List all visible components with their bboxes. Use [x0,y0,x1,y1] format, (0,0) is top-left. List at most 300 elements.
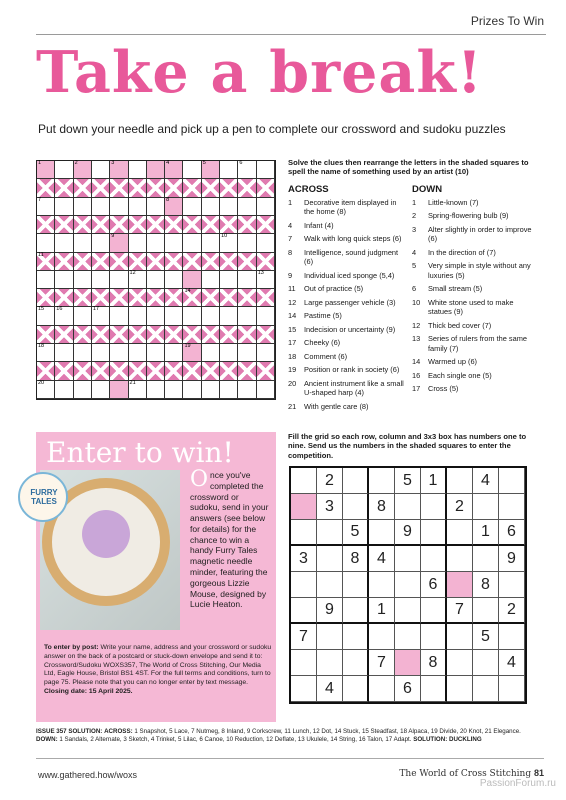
solution-across-label: ACROSS: [104,728,133,735]
sudoku-cell: 3 [291,546,317,572]
crossword-shaded-cell[interactable] [110,234,128,252]
clue-across-17 [288,338,408,347]
solution-down: 1 Sandals, 2 Alternate, 3 Sketch, 4 Trinket, 5 Lilac, 6 Canoe, 10 Reduction, 12 Deflate, 13 Ukulele, 14 String, 16 Talon, 17 Adapt. [59,736,412,744]
crossword-cell[interactable] [129,307,147,325]
clue-text: Large passenger vehicle (3) [304,297,396,307]
crossword-block [165,216,183,234]
sudoku-cell: 2 [317,468,343,494]
crossword-block [129,253,147,271]
sudoku-cell: 7 [447,598,473,624]
sudoku-cell: 8 [369,494,395,520]
clue-text: Position or rank in society (6) [304,365,400,375]
crossword-cell[interactable] [129,381,147,399]
crossword-cell-number: 2 [74,160,78,166]
crossword-block [37,253,55,271]
crossword-shaded-cell[interactable] [110,161,128,179]
crossword-block [238,362,256,380]
sudoku-cell: 1 [473,520,499,546]
sudoku-cell[interactable] [447,468,473,494]
clue-number: 5 [412,261,417,271]
crossword-cell[interactable] [257,344,275,362]
solution-answer-label: SOLUTION: [413,736,448,744]
crossword-block [165,362,183,380]
crossword-cell[interactable] [37,344,55,362]
crossword-cell[interactable] [257,271,275,289]
clue-number: 2 [412,211,417,221]
crossword-shaded-cell[interactable] [183,271,201,289]
clue-across-12 [288,298,408,307]
crossword-block [220,216,238,234]
sudoku-shaded-cell[interactable] [447,572,473,598]
clue-down-4 [412,248,538,257]
sudoku-cell[interactable] [473,494,499,520]
sudoku-cell[interactable] [343,624,369,650]
crossword-block [129,289,147,307]
page-title: Take a break! [36,39,483,106]
clue-across-1 [288,198,408,217]
sudoku-cell[interactable] [421,546,447,572]
crossword-shaded-cell[interactable] [202,161,220,179]
crossword-cell[interactable] [92,198,110,216]
crossword-cell[interactable] [147,381,165,399]
sudoku-cell[interactable] [447,624,473,650]
crossword-cell[interactable] [147,344,165,362]
section-label: Prizes To Win [470,14,544,28]
clue-text: Cross (5) [428,384,459,394]
crossword-cell[interactable] [55,381,73,399]
crossword-block [110,253,128,271]
crossword-block [55,362,73,380]
solution-down-label: DOWN: [36,736,58,744]
crossword-cell[interactable] [147,234,165,252]
sudoku-cell[interactable] [369,468,395,494]
crossword-block [110,179,128,197]
crossword-cell[interactable] [74,307,92,325]
crossword-cell[interactable] [238,161,256,179]
crossword-cell[interactable] [129,344,147,362]
crossword-cell[interactable] [202,307,220,325]
sudoku-cell[interactable] [317,520,343,546]
clue-down-16 [412,371,538,380]
crossword-cell[interactable] [183,161,201,179]
sudoku-shaded-cell[interactable] [291,494,317,520]
crossword-cell-number: 11 [38,251,44,258]
sudoku-cell[interactable] [447,520,473,546]
clue-across-11 [288,284,408,293]
clue-text: Individual iced sponge (5,4) [304,270,395,280]
crossword-cell[interactable] [220,381,238,399]
magazine-name: The World of Cross Stitching [399,769,532,779]
clue-text: In the direction of (7) [428,247,496,257]
crossword-cell[interactable] [92,161,110,179]
crossword-cell[interactable] [202,271,220,289]
crossword-block [257,362,275,380]
crossword-block [55,179,73,197]
solution-label: ISSUE 357 SOLUTION: [36,728,103,735]
crossword-cell-number: 16 [56,306,63,313]
crossword-cell[interactable] [55,234,73,252]
crossword-block [110,216,128,234]
crossword-cell[interactable] [220,344,238,362]
crossword-cell[interactable] [183,381,201,399]
crossword-cell[interactable] [165,307,183,325]
sudoku-cell[interactable] [317,650,343,676]
clue-number: 19 [288,365,297,375]
crossword-block [183,362,201,380]
crossword-grid[interactable] [36,160,276,400]
sudoku-cell[interactable] [291,468,317,494]
crossword-cell[interactable] [92,381,110,399]
crossword-block [37,179,55,197]
clue-text: Thick bed cover (7) [428,320,492,330]
crossword-block [74,253,92,271]
crossword-cell-number: 14 [184,288,191,295]
crossword-cell[interactable] [37,234,55,252]
clue-number: 1 [288,198,293,207]
crossword-cell[interactable] [37,271,55,289]
sudoku-cell[interactable] [499,624,525,650]
crossword-cell-number: 12 [129,269,136,276]
crossword-cell[interactable] [220,234,238,252]
clue-text: Alter slightly in order to improve (6) [428,224,532,244]
clue-across-8 [288,248,408,267]
crossword-cell[interactable] [129,234,147,252]
watermark: PassionForum.ru [479,778,556,789]
crossword-cell[interactable] [183,234,201,252]
clue-down-6 [412,284,538,293]
crossword-cell-number: 18 [38,343,45,350]
crossword-block [92,253,110,271]
crossword-cell[interactable] [202,234,220,252]
crossword-cell-number: 4 [166,160,170,166]
win-description [190,467,270,610]
crossword-cell[interactable] [74,234,92,252]
sudoku-cell: 9 [499,546,525,572]
crossword-cell[interactable] [220,307,238,325]
crossword-cell[interactable] [110,307,128,325]
crossword-block [238,326,256,344]
crossword-block [220,179,238,197]
clue-number: 1 [412,198,417,207]
crossword-cell-number: 6 [239,160,243,166]
clue-across-18 [288,352,408,361]
crossword-cell-number: 10 [221,233,228,240]
crossword-cell[interactable] [147,307,165,325]
sudoku-cell: 6 [421,572,447,598]
sudoku-instructions: Fill the grid so each row, column and 3x3 box has numbers one to nine. Send us the numbers in the shaded squares to enter the competition. [288,432,527,460]
sudoku-cell[interactable] [291,676,317,702]
crossword-cell[interactable] [238,307,256,325]
clue-number: 20 [288,378,297,388]
crossword-shaded-cell[interactable] [165,198,183,216]
crossword-block [74,216,92,234]
clue-text: Infant (4) [304,220,334,230]
sudoku-cell[interactable] [369,520,395,546]
crossword-cell[interactable] [220,271,238,289]
crossword-cell-number: 15 [38,306,45,313]
crossword-block [238,216,256,234]
sudoku-cell[interactable] [343,598,369,624]
sudoku-cell: 7 [369,650,395,676]
sudoku-cell[interactable] [473,650,499,676]
crossword-cell[interactable] [183,198,201,216]
sudoku-cell: 8 [473,572,499,598]
crossword-block [129,216,147,234]
crossword-cell[interactable] [165,234,183,252]
clue-number: 4 [288,220,293,230]
crossword-cell[interactable] [74,381,92,399]
clue-number: 10 [412,297,421,307]
crossword-shaded-cell[interactable] [37,161,55,179]
crossword-cell[interactable] [238,381,256,399]
crossword-cell[interactable] [110,198,128,216]
down-heading: DOWN [412,184,443,195]
footer-url[interactable]: www.gathered.how/woxs [38,770,138,780]
crossword-block [147,362,165,380]
crossword-cell[interactable] [37,307,55,325]
crossword-block [202,289,220,307]
crossword-cell[interactable] [183,307,201,325]
sudoku-cell[interactable] [343,494,369,520]
sudoku-cell[interactable] [421,494,447,520]
crossword-cell[interactable] [257,198,275,216]
crossword-block [147,253,165,271]
crossword-block [183,216,201,234]
sudoku-cell[interactable] [499,494,525,520]
clue-text: Small stream (5) [428,284,483,294]
crossword-block [37,362,55,380]
crossword-cell[interactable] [74,344,92,362]
sudoku-cell[interactable] [499,676,525,702]
dropcap: O [190,467,209,492]
sudoku-cell[interactable] [395,494,421,520]
sudoku-cell[interactable] [499,468,525,494]
crossword-cell[interactable] [129,161,147,179]
crossword-block [183,326,201,344]
crossword-shaded-cell[interactable] [183,344,201,362]
crossword-block [202,253,220,271]
sudoku-cell: 6 [395,676,421,702]
crossword-cell[interactable] [257,234,275,252]
crossword-block [238,179,256,197]
crossword-cell[interactable] [92,234,110,252]
crossword-cell[interactable] [220,198,238,216]
sudoku-cell: 8 [343,546,369,572]
sudoku-cell: 8 [421,650,447,676]
clue-text: Warmed up (6) [428,357,478,367]
crossword-cell[interactable] [202,198,220,216]
crossword-cell-number: 21 [129,379,136,386]
crossword-cell[interactable] [92,307,110,325]
sudoku-cell[interactable] [395,598,421,624]
clue-across-20 [288,379,408,398]
sudoku-cell[interactable] [343,468,369,494]
crossword-cell[interactable] [238,234,256,252]
crossword-cell[interactable] [238,198,256,216]
sudoku-cell[interactable] [369,624,395,650]
sudoku-cell[interactable] [369,572,395,598]
crossword-cell-number: 20 [38,379,45,386]
entry-instructions [44,644,272,697]
needle-minder-image [82,510,130,558]
clue-across-19 [288,365,408,374]
crossword-block [257,179,275,197]
sudoku-cell: 9 [317,598,343,624]
title-rule [36,34,546,35]
crossword-cell[interactable] [55,344,73,362]
crossword-cell[interactable] [257,307,275,325]
sudoku-cell: 9 [395,520,421,546]
entry-text: Write your name, address and your crossword or sudoku answer on the back of a postcard or stuck-down envelope and send it to: Crossword/Sudoku WOXS357, The World of Cross Stitching, Our Media Ltd, Eagle House, Bristol BS1 4ST. For the full terms and conditions, turn to page 75. Please note that you can no longer enter by text message. [44,644,272,687]
sudoku-cell: 5 [395,468,421,494]
crossword-cell[interactable] [165,381,183,399]
clue-text: Walk with long quick steps (6) [304,234,402,244]
sudoku-cell[interactable] [317,624,343,650]
crossword-block [74,179,92,197]
crossword-cell[interactable] [55,161,73,179]
crossword-cell[interactable] [220,161,238,179]
sudoku-grid[interactable] [289,466,527,704]
crossword-block [147,216,165,234]
clue-text: Series of rulers from the same family (7) [428,334,527,353]
footer-rule [36,758,544,759]
sudoku-cell[interactable] [343,572,369,598]
sudoku-cell[interactable] [291,572,317,598]
clue-text: Spring-flowering bulb (9) [428,211,509,221]
sudoku-cell[interactable] [473,598,499,624]
sudoku-cell: 1 [421,468,447,494]
crossword-cell[interactable] [74,271,92,289]
clue-text: Decorative item displayed in the home (8) [304,198,397,217]
crossword-cell[interactable] [55,271,73,289]
crossword-cell[interactable] [202,381,220,399]
crossword-shaded-cell[interactable] [147,161,165,179]
sudoku-cell: 2 [447,494,473,520]
crossword-cell[interactable] [74,198,92,216]
crossword-cell[interactable] [165,344,183,362]
clue-number: 17 [288,338,297,348]
crossword-block [110,289,128,307]
crossword-cell[interactable] [147,271,165,289]
crossword-block [220,289,238,307]
clue-text: Each single one (5) [428,370,492,380]
crossword-cell[interactable] [55,307,73,325]
across-clue-list [288,198,408,415]
sudoku-cell[interactable] [291,650,317,676]
crossword-cell-number: 17 [92,306,100,313]
sudoku-cell[interactable] [447,676,473,702]
crossword-cell[interactable] [129,271,147,289]
clue-down-1 [412,198,538,207]
crossword-cell-number: 1 [38,160,42,166]
clue-number: 13 [412,334,421,344]
sudoku-cell: 6 [499,520,525,546]
sudoku-cell[interactable] [421,624,447,650]
sudoku-cell: 7 [291,624,317,650]
clue-text: With gentle care (8) [304,401,369,411]
crossword-cell[interactable] [129,198,147,216]
clue-number: 16 [412,370,421,380]
crossword-shaded-cell[interactable] [110,381,128,399]
crossword-block [220,362,238,380]
crossword-block [92,179,110,197]
crossword-cell[interactable] [257,381,275,399]
crossword-block [220,326,238,344]
sudoku-cell[interactable] [473,546,499,572]
page-number: 81 [533,768,544,778]
crossword-shaded-cell[interactable] [74,161,92,179]
sudoku-cell[interactable] [317,572,343,598]
badge-label: FURRY TALES [30,488,58,506]
crossword-cell[interactable] [110,271,128,289]
crossword-cell[interactable] [147,198,165,216]
clue-across-7 [288,234,408,243]
crossword-cell-number: 13 [257,269,264,276]
crossword-shaded-cell[interactable] [165,161,183,179]
sudoku-cell: 4 [317,676,343,702]
clue-across-9 [288,271,408,280]
crossword-block [202,326,220,344]
sudoku-cell[interactable] [317,546,343,572]
crossword-cell-number: 9 [111,233,115,240]
crossword-cell[interactable] [55,198,73,216]
clue-text: Comment (6) [304,351,348,361]
crossword-cell[interactable] [202,344,220,362]
clue-number: 17 [412,384,421,394]
sudoku-cell[interactable] [343,676,369,702]
crossword-block [202,179,220,197]
clue-number: 6 [412,284,417,294]
sudoku-cell[interactable] [343,650,369,676]
sudoku-cell[interactable] [421,520,447,546]
clue-across-21 [288,402,408,411]
sudoku-cell[interactable] [395,572,421,598]
clue-text: Very simple in style without any luxuries (5) [428,261,531,280]
crossword-cell[interactable] [238,344,256,362]
sudoku-cell[interactable] [369,676,395,702]
crossword-cell[interactable] [92,271,110,289]
sudoku-cell[interactable] [447,650,473,676]
crossword-block [183,289,201,307]
sudoku-cell[interactable] [421,676,447,702]
sudoku-cell[interactable] [499,572,525,598]
sudoku-cell[interactable] [291,598,317,624]
sudoku-shaded-cell[interactable] [395,650,421,676]
sudoku-cell[interactable] [447,546,473,572]
crossword-cell[interactable] [92,344,110,362]
down-clue-list [412,198,538,398]
sudoku-cell[interactable] [291,520,317,546]
sudoku-cell[interactable] [421,598,447,624]
clue-number: 21 [288,401,297,411]
sudoku-cell[interactable] [395,624,421,650]
crossword-block [147,179,165,197]
sudoku-cell[interactable] [395,546,421,572]
sudoku-cell[interactable] [473,676,499,702]
crossword-cell[interactable] [257,161,275,179]
crossword-cell[interactable] [165,271,183,289]
clue-down-14 [412,357,538,366]
crossword-block [37,216,55,234]
sudoku-cell: 4 [473,468,499,494]
crossword-cell[interactable] [110,344,128,362]
crossword-cell[interactable] [238,271,256,289]
crossword-block [165,326,183,344]
crossword-cell[interactable] [37,198,55,216]
clue-number: 4 [412,247,417,257]
crossword-cell[interactable] [37,381,55,399]
crossword-block [165,179,183,197]
